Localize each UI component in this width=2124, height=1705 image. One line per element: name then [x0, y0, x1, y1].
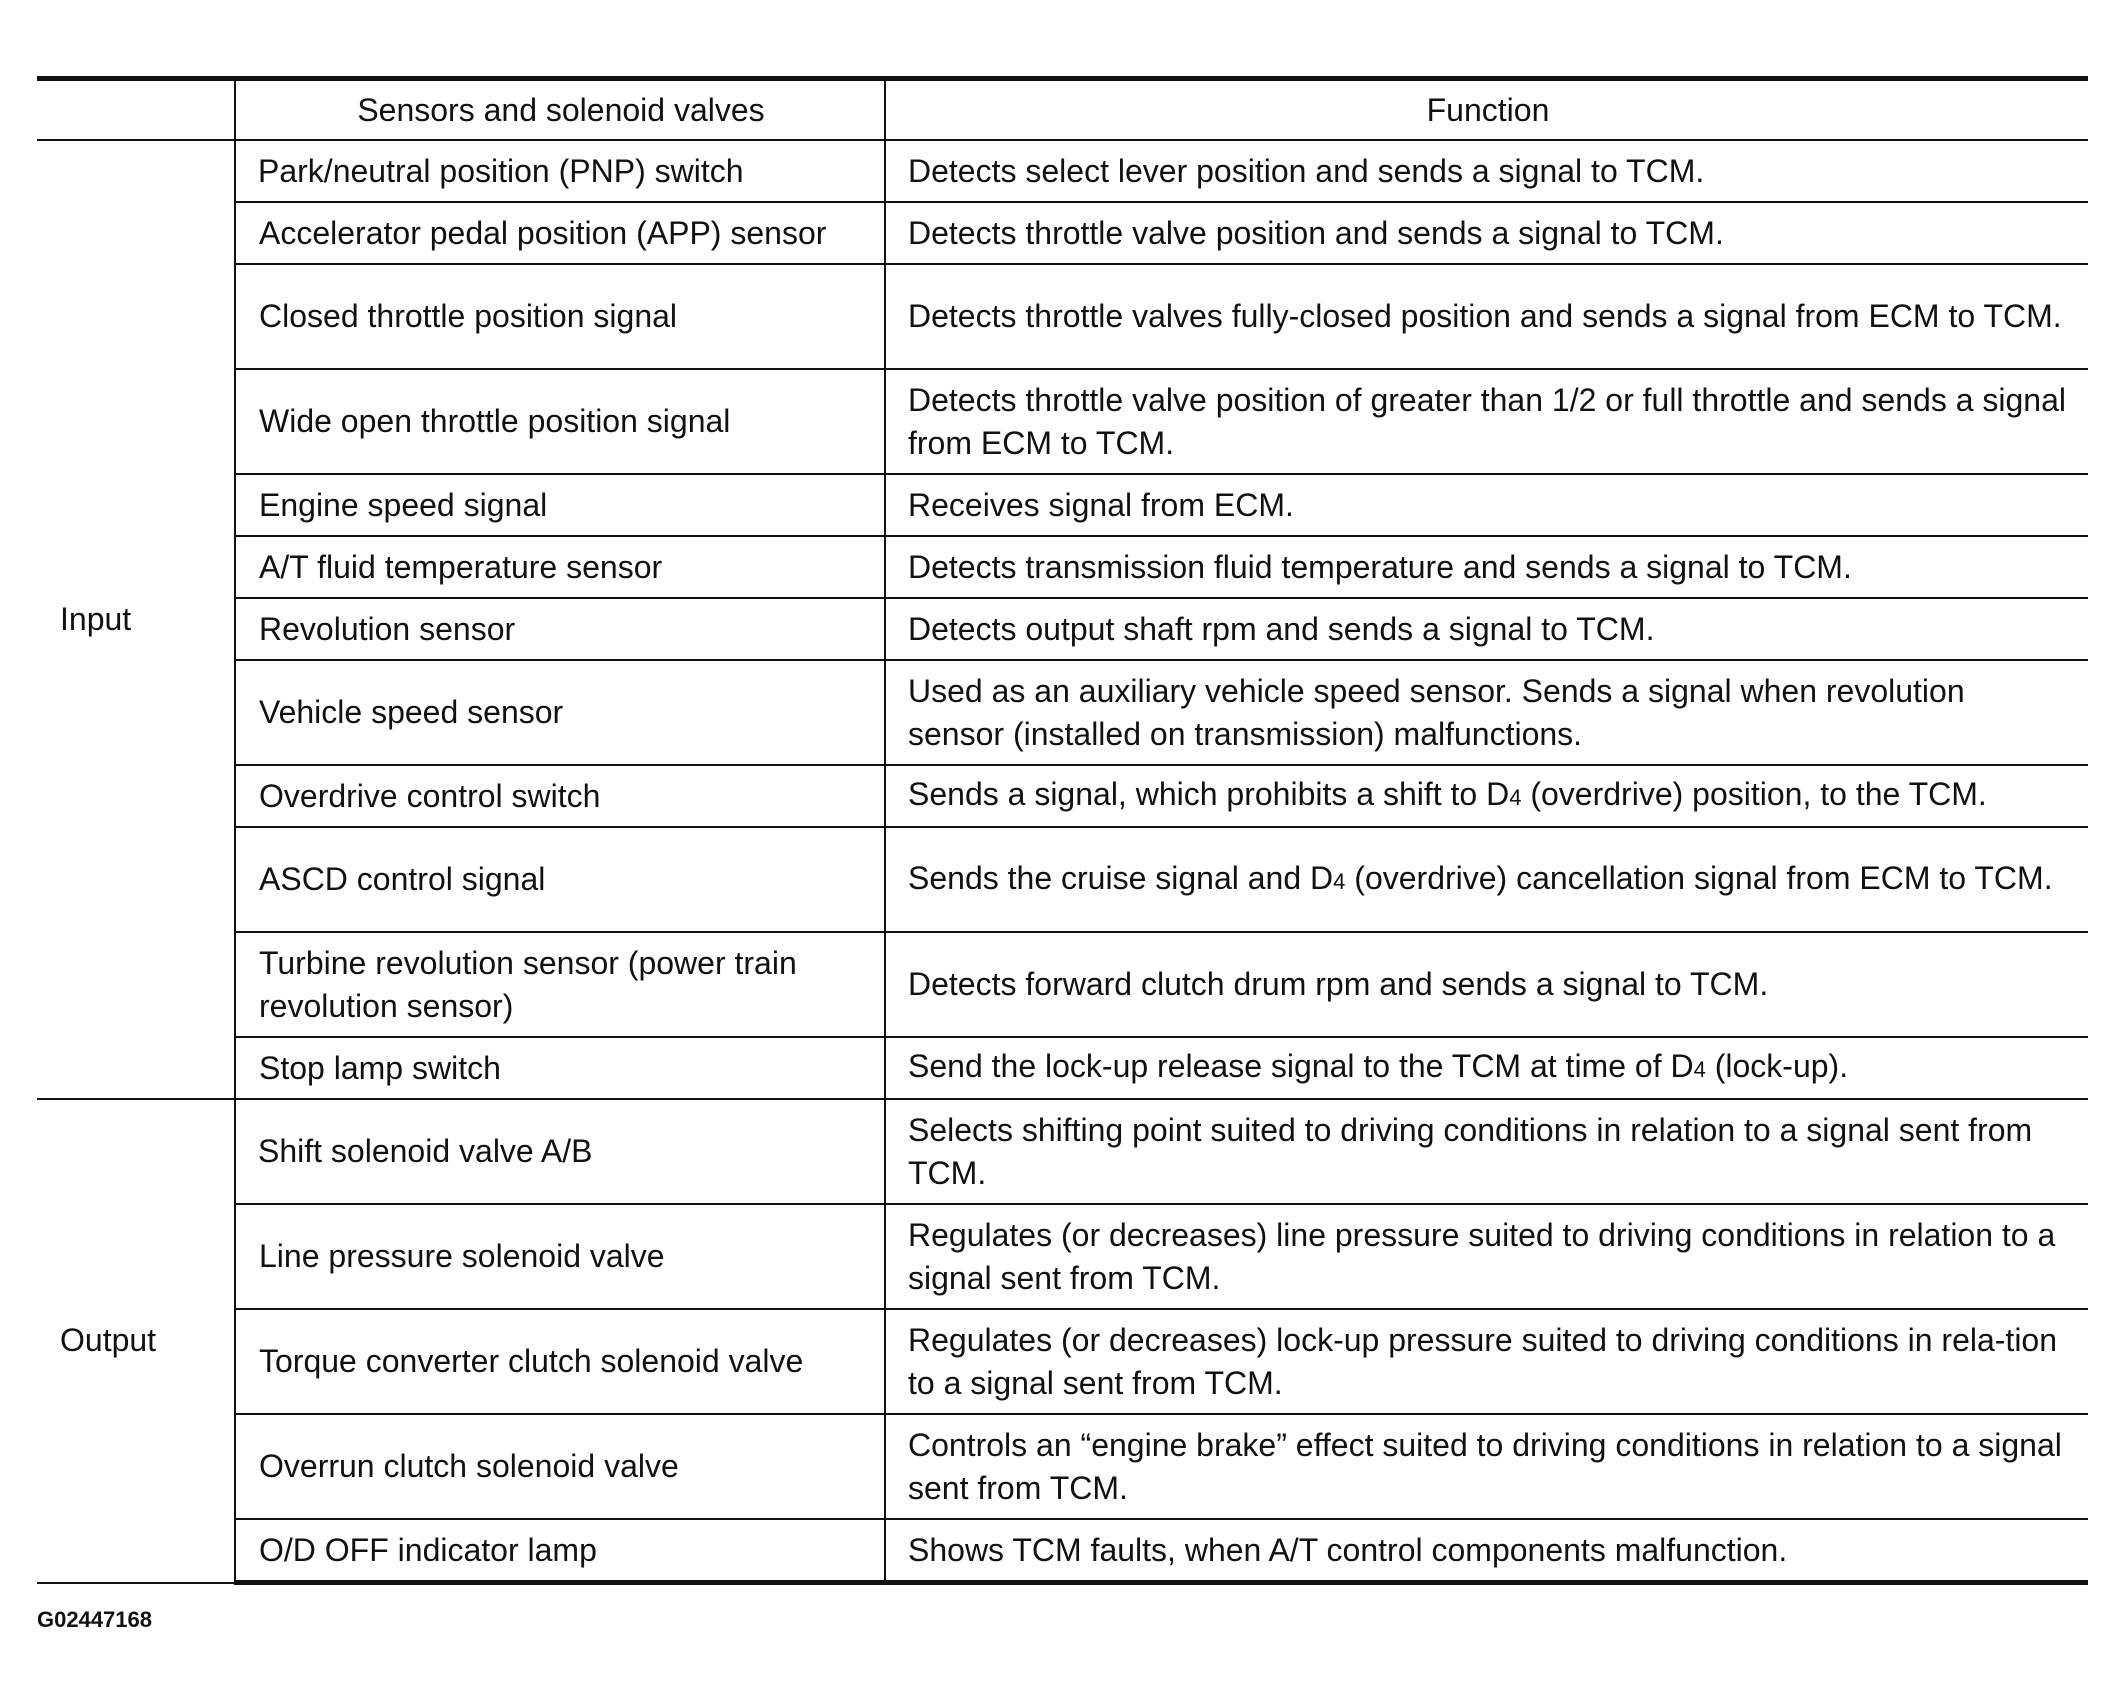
sensors-function-table [37, 76, 2088, 1585]
item-cell: Accelerator pedal position (APP) sensor [235, 202, 885, 264]
function-cell [885, 827, 2088, 932]
header-sensors: Sensors and solenoid valves [235, 79, 885, 141]
function-cell: Used as an auxiliary vehicle speed sensor. Sends a signal when revolution sensor (installed on transmission) malfunctions. [885, 660, 2088, 765]
function-cell: Detects throttle valves fully-closed position and sends a signal from ECM to TCM. [885, 264, 2088, 369]
subscript-text: 4 [1333, 868, 1346, 894]
item-cell: Turbine revolution sensor (power train revolution sensor) [235, 932, 885, 1037]
table-row [37, 598, 2088, 660]
item-cell: Overdrive control switch [235, 765, 885, 827]
function-cell: Detects output shaft rpm and sends a signal to TCM. [885, 598, 2088, 660]
function-cell: Shows TCM faults, when A/T control components malfunction. [885, 1519, 2088, 1583]
function-text: Sends the cruise signal and D [908, 859, 1334, 896]
table-row [37, 474, 2088, 536]
table-row [37, 1204, 2088, 1309]
group-label-input: Input [37, 140, 235, 1099]
item-cell: O/D OFF indicator lamp [235, 1519, 885, 1583]
table-row [37, 202, 2088, 264]
function-cell: Detects forward clutch drum rpm and sends a signal to TCM. [885, 932, 2088, 1037]
subscript-text: 4 [1693, 1057, 1706, 1082]
item-cell: Revolution sensor [235, 598, 885, 660]
item-cell: Vehicle speed sensor [235, 660, 885, 765]
item-cell: Closed throttle position signal [235, 264, 885, 369]
table-row [37, 1414, 2088, 1519]
table-row [37, 536, 2088, 598]
function-cell: Receives signal from ECM. [885, 474, 2088, 536]
function-cell [885, 765, 2088, 827]
header-function: Function [885, 79, 2088, 141]
table-row [37, 1037, 2088, 1099]
function-text: Send the lock-up release signal to the TCM at time of D [908, 1048, 1694, 1084]
function-text: (overdrive) position, to the TCM. [1521, 776, 1987, 812]
function-cell: Controls an “engine brake” effect suited to driving conditions in relation to a signal sent from TCM. [885, 1414, 2088, 1519]
function-cell: Detects select lever position and sends a signal to TCM. [885, 140, 2088, 202]
item-cell: Stop lamp switch [235, 1037, 885, 1099]
item-cell: Shift solenoid valve A/B [235, 1099, 885, 1204]
item-cell: Engine speed signal [235, 474, 885, 536]
item-cell: ASCD control signal [235, 827, 885, 932]
function-cell [885, 1037, 2088, 1099]
header-group [37, 79, 235, 141]
function-cell: Regulates (or decreases) line pressure suited to driving conditions in relation to a signal sent from TCM. [885, 1204, 2088, 1309]
item-cell: Park/neutral position (PNP) switch [235, 140, 885, 202]
table-row [37, 765, 2088, 827]
function-cell: Detects throttle valve position and sends a signal to TCM. [885, 202, 2088, 264]
item-cell: Torque converter clutch solenoid valve [235, 1309, 885, 1414]
function-cell: Selects shifting point suited to driving conditions in relation to a signal sent from TCM. [885, 1099, 2088, 1204]
table-row [37, 140, 2088, 202]
item-cell: Overrun clutch solenoid valve [235, 1414, 885, 1519]
table-row [37, 1519, 2088, 1583]
function-text: Sends a signal, which prohibits a shift to D [908, 776, 1510, 812]
subscript-text: 4 [1509, 785, 1522, 810]
function-cell: Detects transmission fluid temperature and sends a signal to TCM. [885, 536, 2088, 598]
table-row [37, 1309, 2088, 1414]
table-row [37, 827, 2088, 932]
figure-id: G02447168 [37, 1607, 152, 1632]
item-cell: Line pressure solenoid valve [235, 1204, 885, 1309]
table-row [37, 264, 2088, 369]
function-text: (overdrive) cancellation signal from ECM to TCM. [1345, 859, 2053, 896]
item-cell: Wide open throttle position signal [235, 369, 885, 474]
function-cell: Detects throttle valve position of greater than 1/2 or full throttle and sends a signal from ECM to TCM. [885, 369, 2088, 474]
table-row [37, 932, 2088, 1037]
item-cell: A/T fluid temperature sensor [235, 536, 885, 598]
table-header-row [37, 79, 2088, 141]
group-label-output: Output [37, 1099, 235, 1583]
function-text: (lock-up). [1705, 1048, 1849, 1084]
table-row [37, 369, 2088, 474]
table-row [37, 1099, 2088, 1204]
function-cell: Regulates (or decreases) lock-up pressure suited to driving conditions in rela-tion to a signal sent from TCM. [885, 1309, 2088, 1414]
table-row [37, 660, 2088, 765]
